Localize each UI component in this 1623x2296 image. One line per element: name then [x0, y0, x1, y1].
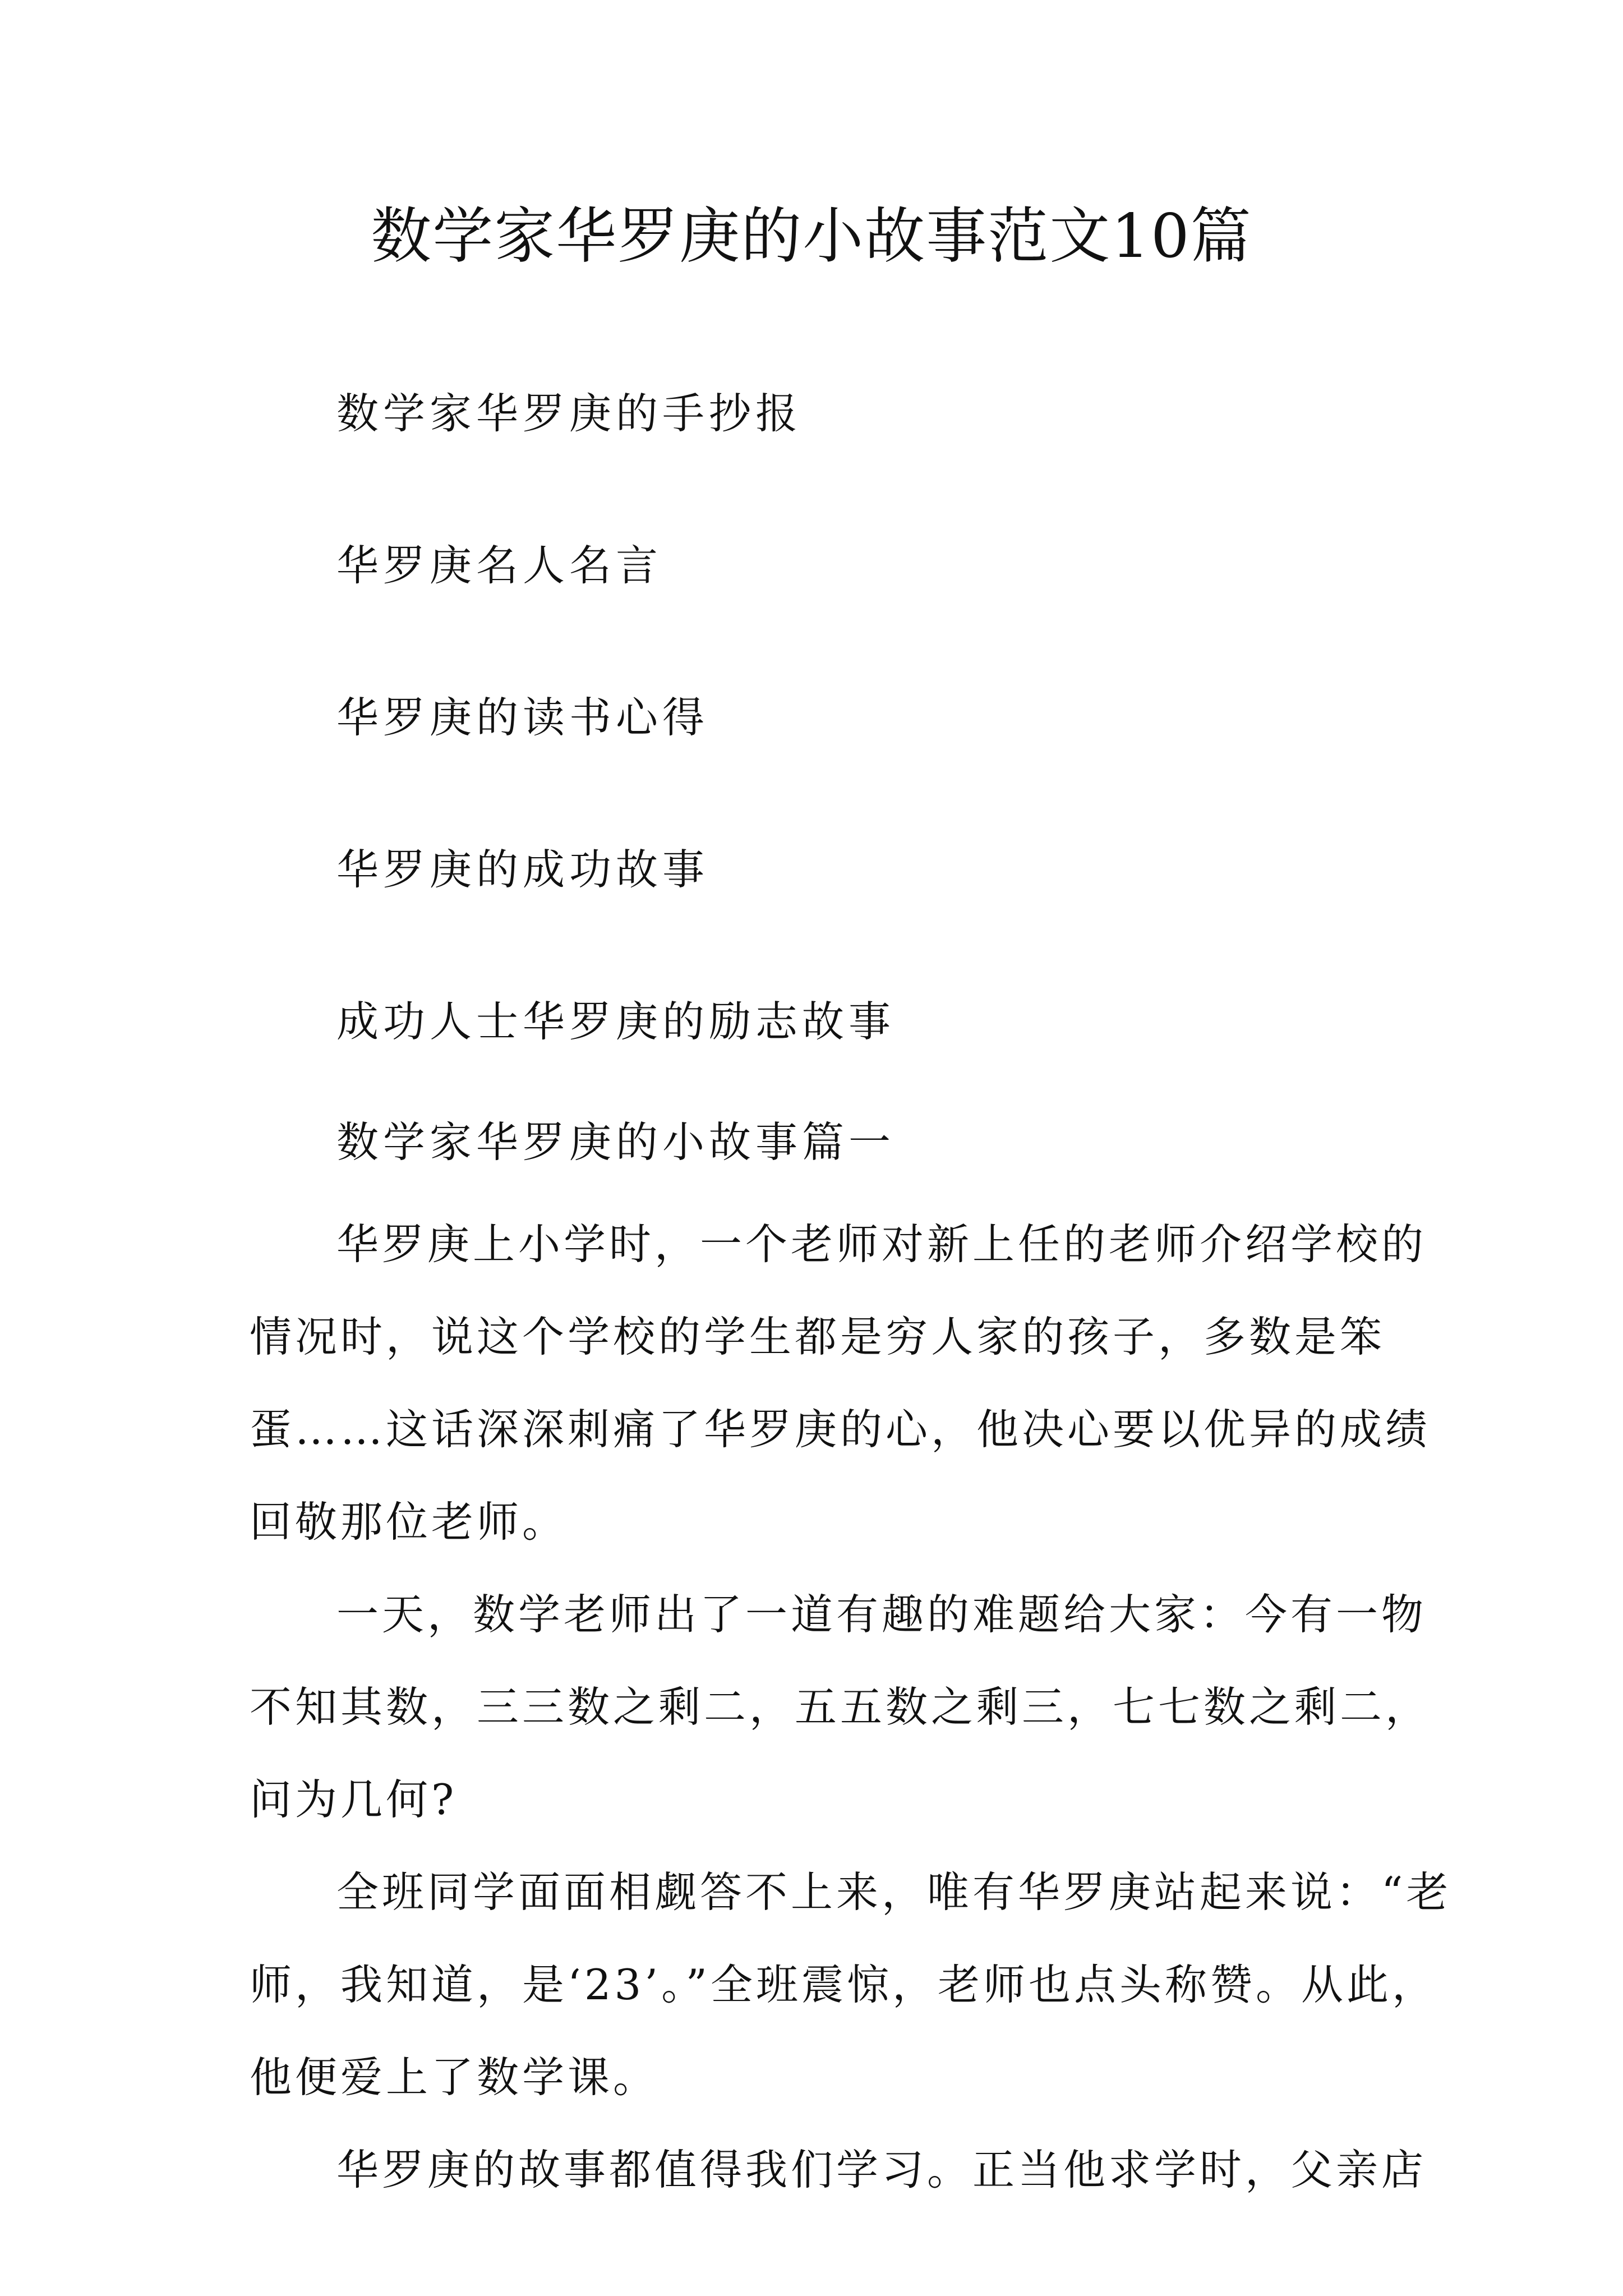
paragraph-line: 蛋……这话深深刺痛了华罗庚的心，他决心要以优异的成绩 — [250, 1405, 1431, 1454]
toc-item: 数学家华罗庚的手抄报 — [336, 389, 803, 438]
paragraph-line: 师，我知道，是‘23’。”全班震惊，老师也点头称赞。从此， — [250, 1960, 1437, 2009]
document-title: 数学家华罗庚的小故事范文10篇 — [371, 201, 1252, 272]
toc-item: 华罗庚的读书心得 — [336, 693, 709, 742]
paragraph-line: 问为几何? — [250, 1775, 458, 1824]
paragraph-line: 他便爱上了数学课。 — [250, 2053, 659, 2102]
toc-item: 成功人士华罗庚的励志故事 — [336, 997, 896, 1046]
paragraph-line: 华罗庚的故事都值得我们学习。正当他求学时，父亲店 — [336, 2145, 1427, 2194]
toc-item: 华罗庚名人名言 — [336, 541, 663, 590]
paragraph-line: 回敬那位老师。 — [250, 1497, 568, 1547]
paragraph-line: 全班同学面面相觑答不上来，唯有华罗庚站起来说：“老 — [336, 1867, 1452, 1917]
paragraph-line: 华罗庚上小学时，一个老师对新上任的老师介绍学校的 — [336, 1220, 1427, 1269]
paragraph-line: 情况时，说这个学校的学生都是穷人家的孩子，多数是笨 — [250, 1312, 1386, 1361]
section-heading: 数学家华罗庚的小故事篇一 — [336, 1117, 896, 1167]
paragraph-line: 不知其数，三三数之剩二，五五数之剩三，七七数之剩二， — [250, 1682, 1431, 1732]
paragraph-line: 一天，数学老师出了一道有趣的难题给大家：今有一物 — [336, 1590, 1427, 1639]
toc-item: 华罗庚的成功故事 — [336, 845, 709, 894]
